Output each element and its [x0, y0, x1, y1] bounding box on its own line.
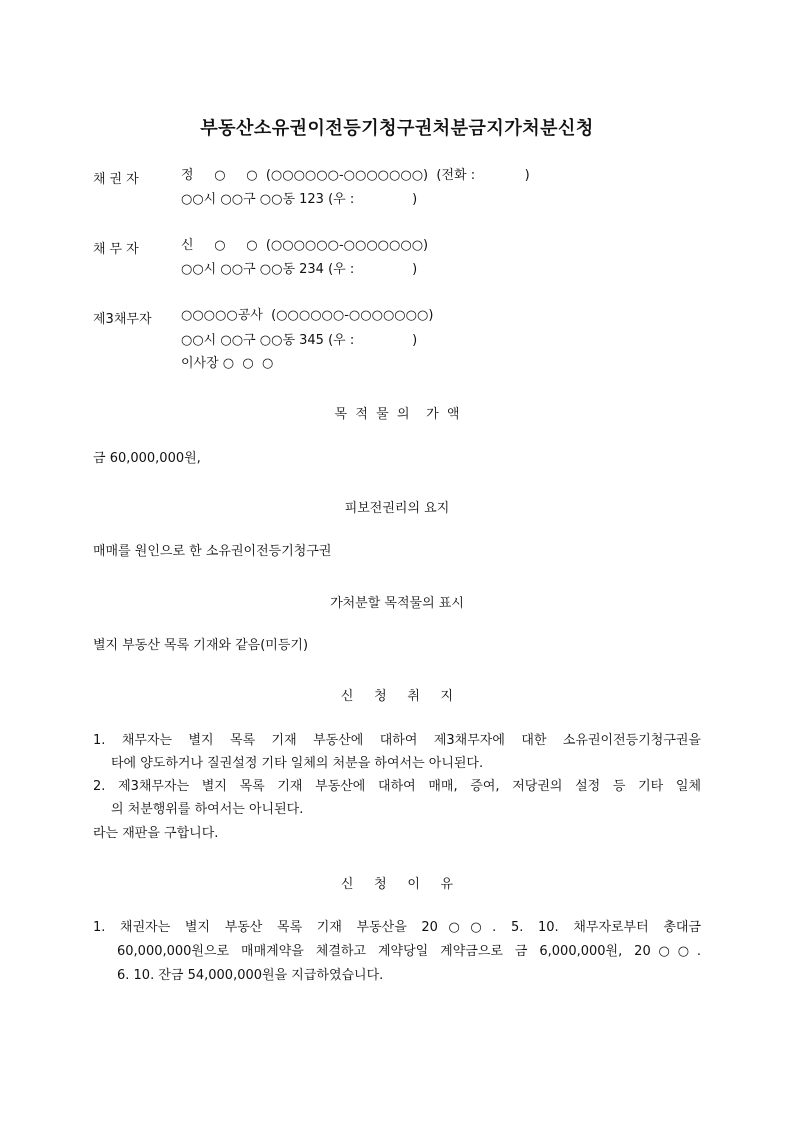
- creditor-label: 채권자: [93, 172, 143, 187]
- document-title: 부동산소유권이전등기청구권처분금지가처분신청: [200, 118, 594, 139]
- purpose-item2-line1: 2. 제3채무자는 별지 목록 기재 부동산에 대하여 매매, 증여, 저당권의 설정 등 기타 일체: [93, 779, 701, 794]
- debtor-address: ○○시 ○○구 ○○동 234 (우 : ): [181, 262, 418, 277]
- debtor-name-line: 신 ○ ○ (○○○○○○-○○○○○○○): [181, 238, 429, 253]
- third-debtor-label: 제3채무자: [93, 312, 152, 327]
- reason-item1-line3: 6. 10. 잔금 54,000,000원을 지급하였습니다.: [117, 968, 384, 983]
- value-heading: 목 적 물 의 가 액: [334, 407, 460, 422]
- right-heading: 피보전권리의 요지: [344, 501, 450, 516]
- third-debtor-representative: 이사장 ○ ○ ○: [181, 356, 274, 371]
- creditor-address: ○○시 ○○구 ○○동 123 (우 : ): [181, 192, 418, 207]
- right-text: 매매를 원인으로 한 소유권이전등기청구권: [93, 544, 332, 559]
- object-heading: 가처분할 목적물의 표시: [330, 596, 464, 611]
- object-text: 별지 부동산 목록 기재와 같음(미등기): [93, 638, 309, 653]
- value-text: 금 60,000,000원,: [93, 451, 201, 466]
- creditor-name-line: 정 ○ ○ (○○○○○○-○○○○○○○) (전화 : ): [181, 168, 530, 183]
- third-debtor-address: ○○시 ○○구 ○○동 345 (우 : ): [181, 333, 418, 348]
- purpose-item1-line2: 타에 양도하거나 질권설정 기타 일체의 처분을 하여서는 아니된다.: [111, 756, 484, 771]
- purpose-heading: 신 청 취 지: [340, 689, 454, 704]
- reason-item1-line1: 1. 채권자는 별지 부동산 목록 기재 부동산을 20○○. 5. 10. 채무자로부터 총대금: [93, 920, 701, 935]
- reason-heading: 신 청 이 유: [340, 877, 454, 892]
- debtor-label: 채무자: [93, 242, 143, 257]
- purpose-item1-line1: 1. 채무자는 별지 목록 기재 부동산에 대하여 제3채무자에 대한 소유권이전등기청구권을: [93, 733, 701, 748]
- purpose-item2-line2: 의 처분행위를 하여서는 아니된다.: [111, 802, 304, 817]
- reason-item1-line2: 60,000,000원으로 매매계약을 체결하고 계약당일 계약금으로 금 6,000,000원, 20○○.: [117, 944, 701, 959]
- third-debtor-name-line: ○○○○○공사 (○○○○○○-○○○○○○○): [181, 308, 434, 323]
- purpose-closing: 라는 재판을 구합니다.: [93, 826, 219, 841]
